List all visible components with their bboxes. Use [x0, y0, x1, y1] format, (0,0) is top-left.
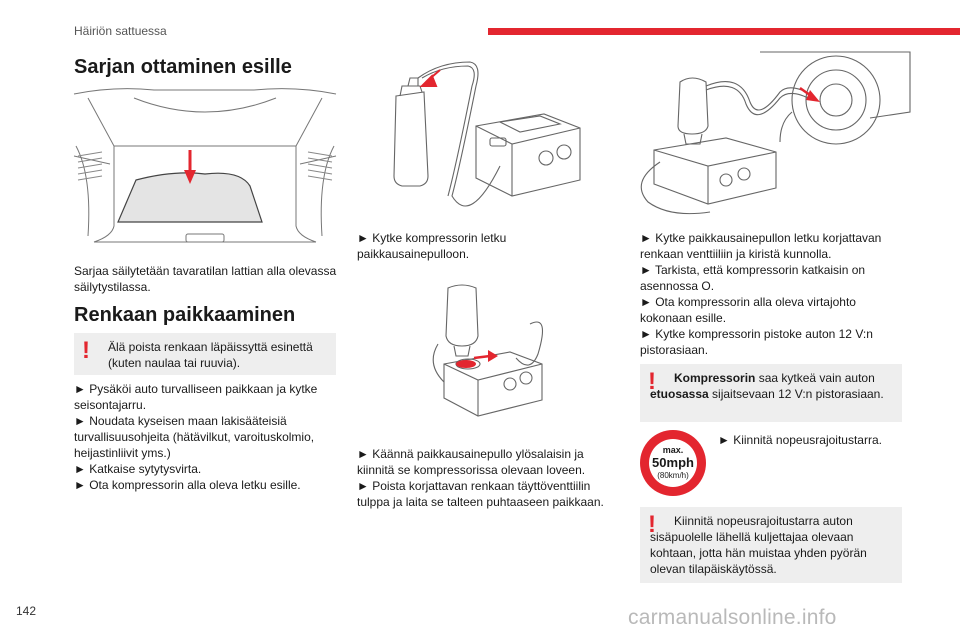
speed-limit-sticker: [640, 430, 706, 496]
step-item: ► Käännä paikkausainepullo ylösalaisin ja kiinnitä se kompressorissa olevaan loveen.: [357, 447, 586, 477]
step-item: ► Ota kompressorin alla oleva virtajohto kokonaan esille.: [640, 295, 856, 325]
step-item: ► Pysäköi auto turvalliseen paikkaan ja kytke seisontajarru.: [74, 382, 318, 412]
step-item: ► Ota kompressorin alla oleva letku esille.: [74, 478, 301, 492]
speed-sign-main: 50mph: [652, 455, 694, 470]
sign-step: ► Kiinnitä nopeusrajoitustarra.: [718, 433, 882, 447]
warning-text: Älä poista renkaan läpäissyttä esinettä (kuten naulaa tai ruuvia).: [108, 340, 313, 370]
heading-kit: Sarjan ottaminen esille: [74, 56, 292, 78]
bottle-steps: [357, 446, 617, 510]
warning-box-socket: [640, 364, 902, 422]
heading-repair: Renkaan paikkaaminen: [74, 304, 296, 326]
step-item: ► Kytke kompressorin pistoke auton 12 V:n pistorasiaan.: [640, 327, 873, 357]
step-item: ► Poista korjattavan renkaan täyttöventtiilin tulppa ja laita se talteen puhtaaseen paikkaan.: [357, 479, 604, 509]
warning-box-object: [74, 333, 336, 375]
kit-location-text: Sarjaa säilytetään tavaratilan lattian alla olevassa säilytystilassa.: [74, 264, 337, 294]
step-item: ► Katkaise sytytysvirta.: [74, 462, 202, 476]
step-item: ► Kytke paikkausainepullon letku korjattavan renkaan venttiiliin ja kiristä kunnolla.: [640, 231, 882, 261]
connect-hose-step: ► Kytke kompressorin letku paikkausainepulloon.: [357, 231, 507, 261]
warning-icon: !: [648, 368, 656, 395]
header-accent-bar: [488, 28, 960, 35]
speed-sign-top: max.: [662, 445, 684, 455]
watermark: carmanualsonline.info: [628, 606, 837, 629]
speed-sign-sub: (80km/h): [657, 471, 689, 480]
warning-icon: !: [648, 511, 656, 538]
trunk-illustration: [74, 86, 336, 246]
warning-text: Kiinnitä nopeusrajoitustarra auton sisäpuolelle lähellä kuljettajaa olevaan kohtaan, jotta hän muistaa yhden pyörän olevan tilapäiskäytössä.: [650, 514, 867, 576]
connect-steps: [640, 230, 900, 358]
warning-text: Kompressorin saa kytkeä vain auton etuosassa sijaitsevaan 12 V:n pistorasiaan.: [650, 371, 884, 401]
warning-box-sticker: [640, 507, 902, 583]
tyre-connection-illustration: [630, 52, 910, 218]
warning-icon: !: [82, 337, 90, 364]
hose-to-bottle-illustration: [380, 56, 590, 216]
bottle-mount-illustration: [420, 284, 560, 424]
section-title: Häiriön sattuessa: [74, 24, 167, 38]
step-item: ► Noudata kyseisen maan lakisääteisiä turvallisuusohjeita (hätävilkut, varoituskolmio, heijastinliivit yms.): [74, 414, 315, 460]
step-item: ► Tarkista, että kompressorin katkaisin on asennossa O.: [640, 263, 866, 293]
page-number: 142: [16, 604, 37, 618]
repair-steps: [74, 381, 344, 493]
